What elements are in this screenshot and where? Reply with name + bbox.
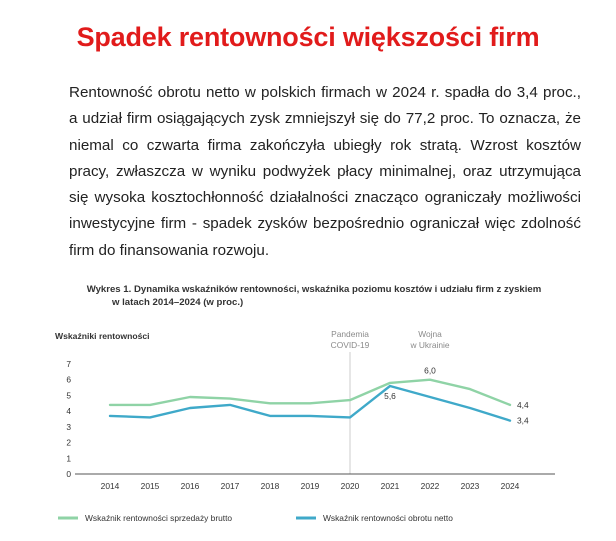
x-tick-label: 2015 (140, 481, 160, 491)
y-tick-label: 2 (66, 437, 71, 448)
x-tick-label: 2019 (300, 481, 320, 491)
x-tick-label: 2024 (500, 481, 520, 491)
x-tick-label: 2022 (420, 481, 440, 491)
series-line-1 (110, 380, 510, 405)
axes-layer (66, 359, 555, 491)
chart-title-line-1: Wykres 1. Dynamika wskaźników rentowności, wskaźnika poziomu kosztów i udziału firm z zyskiem (86, 284, 542, 295)
y-tick-label: 1 (66, 453, 71, 464)
event-label-line-1: Wojna (418, 329, 442, 339)
data-label-layer (384, 366, 529, 426)
x-tick-label: 2021 (380, 481, 400, 491)
legend-label-1: Wskaźnik rentowności sprzedaży brutto (85, 513, 233, 523)
y-tick-label: 0 (66, 469, 71, 479)
x-tick-label: 2020 (340, 481, 360, 491)
data-label: 6,0 (424, 365, 436, 376)
y-tick-label: 4 (66, 406, 71, 417)
chart-title-line-2: w latach 2014–2024 (w proc.) (112, 297, 244, 308)
line-chart (50, 278, 580, 536)
x-tick-label: 2017 (220, 481, 240, 491)
event-label-line-2: w Ukrainie (410, 340, 450, 350)
x-tick-label: 2023 (460, 481, 480, 491)
legend-label-2: Wskaźnik rentowności obrotu netto (323, 513, 453, 523)
chart-container (50, 278, 580, 536)
panel-label: Wskaźniki rentowności (55, 331, 150, 341)
y-tick-label: 7 (66, 359, 71, 369)
x-tick-label: 2014 (100, 481, 120, 491)
series-layer (110, 380, 510, 421)
y-tick-label: 6 (66, 374, 71, 385)
event-label-line-1: Pandemia (331, 329, 369, 339)
x-tick-label: 2018 (260, 481, 280, 491)
y-tick-label: 3 (66, 421, 71, 432)
page-title: Spadek rentowności większości firm (76, 22, 540, 52)
event-label-line-2: COVID-19 (330, 340, 370, 350)
article-paragraph: Rentowność obrotu netto w polskich firmach w 2024 r. spadła do 3,4 proc., a udział firm osiągających zysk zmniejszył się do 77,2 proc. To oznacza, że niemal co czwarta firma zakończyła ubiegły rok stratą. Wzrost kosztów pracy, zwłaszcza w wyniku podwyżek płacy minimalnej, oraz utrzymująca się wysoka kosztochłonność działalności znacząco ograniczały możliwości inwestycyjne firm - spadek zysków bezpośrednio ograniczał więc zdolność firm do finansowania rozwoju. (69, 84, 581, 259)
data-label: 3,4 (517, 415, 529, 426)
event-layer (331, 329, 450, 474)
data-label: 4,4 (517, 399, 529, 410)
y-tick-label: 5 (66, 390, 71, 401)
data-label: 5,6 (384, 391, 396, 401)
x-tick-label: 2016 (180, 481, 200, 491)
legend (58, 513, 453, 523)
